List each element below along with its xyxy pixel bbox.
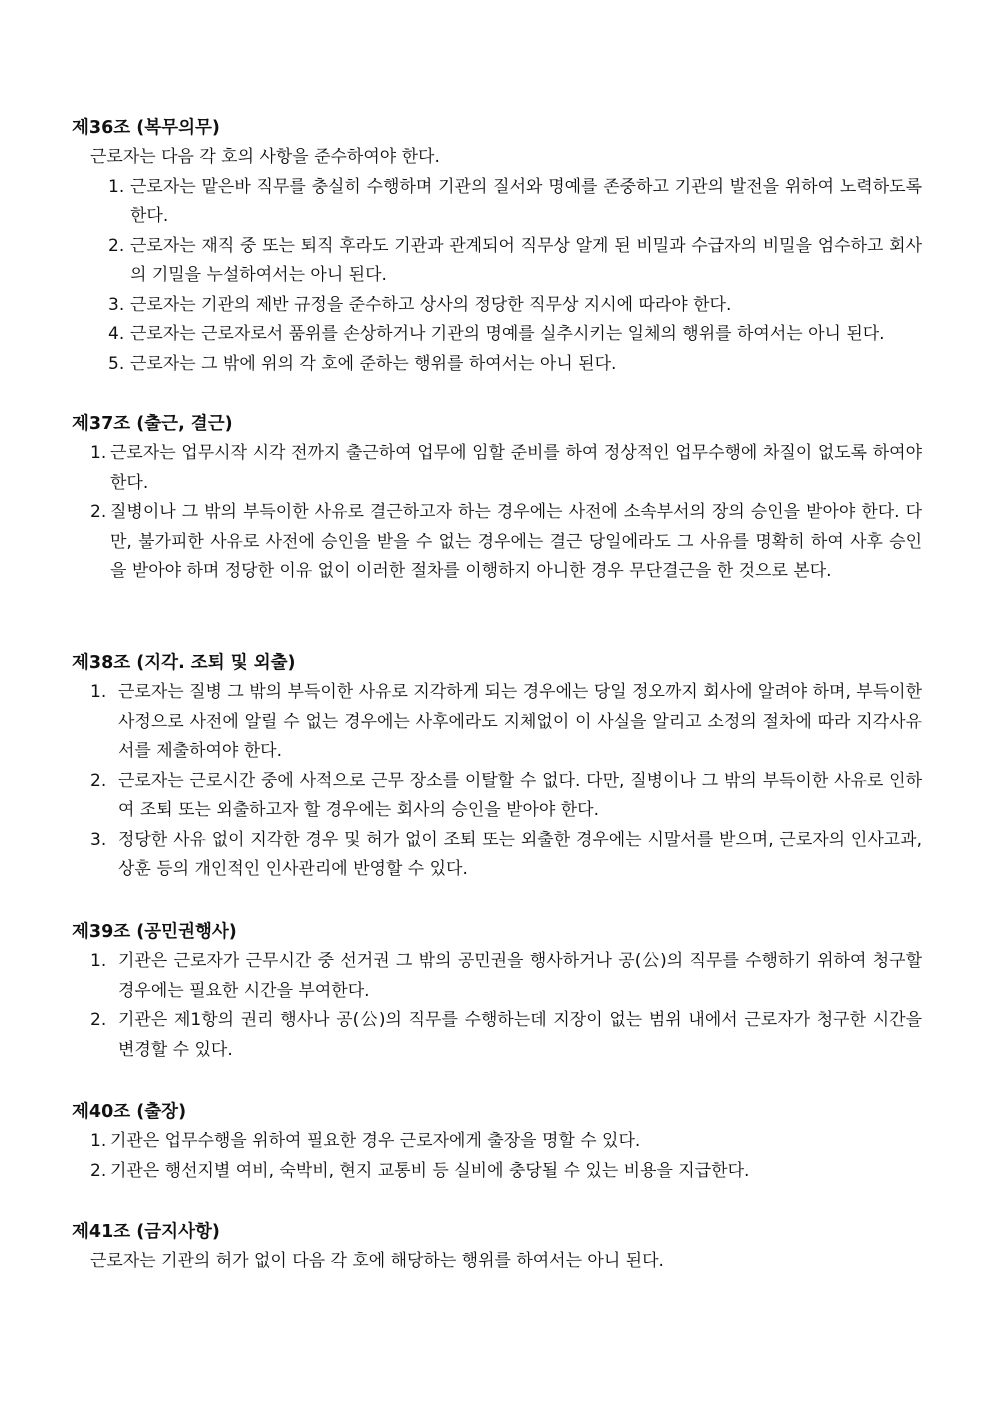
item-number: 1. [108, 176, 125, 197]
list-item [72, 1006, 922, 1065]
item-number: 3. [90, 829, 107, 850]
article-heading: 제36조 (복무의무) [72, 118, 220, 138]
list-item [72, 1127, 922, 1157]
article-item-list [72, 439, 922, 587]
list-item [72, 350, 922, 380]
item-text: 기관은 행선지별 여비, 숙박비, 현지 교통비 등 실비에 충당될 수 있는 비용을 지급한다. [110, 1160, 750, 1181]
article-heading: 제37조 (출근, 결근) [72, 414, 233, 434]
list-item [72, 767, 922, 826]
list-item [72, 232, 922, 291]
item-text: 근로자는 재직 중 또는 퇴직 후라도 기관과 관계되어 직무상 알게 된 비밀과 수급자의 비밀을 엄수하고 회사의 기밀을 누설하여서는 아니 된다. [130, 235, 922, 285]
item-number: 2. [90, 770, 107, 791]
item-number: 1. [90, 443, 107, 463]
article-item-list [72, 678, 922, 885]
item-number: 3. [108, 294, 125, 315]
item-number: 2. [108, 235, 125, 256]
article-37 [72, 409, 922, 587]
item-number: 4. [108, 324, 125, 344]
article-item-list [72, 1127, 922, 1186]
article-intro: 근로자는 다음 각 호의 사항을 준수하여야 한다. [90, 147, 440, 167]
list-item [72, 947, 922, 1006]
article-38 [72, 648, 922, 885]
list-item [72, 320, 922, 350]
article-heading: 제41조 (금지사항) [72, 1222, 220, 1242]
item-number: 2. [90, 502, 107, 522]
item-text: 정당한 사유 없이 지각한 경우 및 허가 없이 조퇴 또는 외출한 경우에는 시말서를 받으며, 근로자의 인사고과, 상훈 등의 개인적인 인사관리에 반영할 수 있다. [118, 829, 922, 879]
item-text: 근로자는 맡은바 직무를 충실히 수행하며 기관의 질서와 명예를 존중하고 기관의 발전을 위하여 노력하도록 한다. [130, 176, 922, 226]
article-41 [72, 1217, 922, 1277]
list-item [72, 826, 922, 885]
item-text: 근로자는 근로자로서 품위를 손상하거나 기관의 명예를 실추시키는 일체의 행위를 하여서는 아니 된다. [130, 324, 885, 344]
item-number: 1. [90, 682, 107, 702]
item-text: 근로자는 질병 그 밖의 부득이한 사유로 지각하게 되는 경우에는 당일 정오까지 회사에 알려야 하며, 부득이한 사정으로 사전에 알릴 수 없는 경우에는 사후에라도 지체없이 이 사실을 알리고 소정의 절차에 따라 지각사유서를 제출하여야 한다. [118, 682, 922, 761]
article-intro: 근로자는 기관의 허가 없이 다음 각 호에 해당하는 행위를 하여서는 아니 된다. [90, 1251, 664, 1271]
item-text: 기관은 근로자가 근무시간 중 선거권 그 밖의 공민권을 행사하거나 공(公)의 직무를 수행하기 위하여 청구할 경우에는 필요한 시간을 부여한다. [118, 951, 922, 1001]
article-item-list [72, 947, 922, 1065]
article-36 [72, 113, 922, 379]
item-number: 5. [108, 353, 125, 374]
list-item [72, 1157, 922, 1187]
item-text: 근로자는 그 밖에 위의 각 호에 준하는 행위를 하여서는 아니 된다. [130, 353, 617, 374]
item-number: 1. [90, 951, 107, 971]
item-text: 질병이나 그 밖의 부득이한 사유로 결근하고자 하는 경우에는 사전에 소속부서의 장의 승인을 받아야 한다. 다만, 불가피한 사유로 사전에 승인을 받을 수 없는 경우에는 결근 당일에라도 그 사유를 명확히 하여 사후 승인을 받아야 하며 정당한 이유 없이 이러한 절차를 이행하지 아니한 경우 무단결근을 한 것으로 본다. [110, 502, 922, 581]
list-item [72, 439, 922, 498]
item-number: 1. [90, 1131, 107, 1151]
list-item [72, 173, 922, 232]
list-item [72, 498, 922, 587]
item-text: 근로자는 기관의 제반 규정을 준수하고 상사의 정당한 직무상 지시에 따라야 한다. [130, 294, 732, 315]
list-item [72, 678, 922, 767]
item-text: 기관은 업무수행을 위하여 필요한 경우 근로자에게 출장을 명할 수 있다. [110, 1131, 641, 1151]
item-text: 근로자는 근로시간 중에 사적으로 근무 장소를 이탈할 수 없다. 다만, 질병이나 그 밖의 부득이한 사유로 인하여 조퇴 또는 외출하고자 할 경우에는 회사의 승인을 받아야 한다. [118, 770, 922, 820]
article-heading: 제39조 (공민권행사) [72, 922, 237, 942]
item-text: 근로자는 업무시작 시각 전까지 출근하여 업무에 임할 준비를 하여 정상적인 업무수행에 차질이 없도록 하여야 한다. [110, 443, 922, 493]
item-number: 2. [90, 1010, 107, 1030]
article-40 [72, 1097, 922, 1186]
item-number: 2. [90, 1160, 107, 1181]
item-text: 기관은 제1항의 권리 행사나 공(公)의 직무를 수행하는데 지장이 없는 범위 내에서 근로자가 청구한 시간을 변경할 수 있다. [118, 1010, 922, 1060]
article-39 [72, 917, 922, 1065]
article-item-list [72, 173, 922, 380]
article-heading: 제38조 (지각. 조퇴 및 외출) [72, 653, 296, 673]
article-heading: 제40조 (출장) [72, 1102, 187, 1122]
list-item [72, 291, 922, 321]
